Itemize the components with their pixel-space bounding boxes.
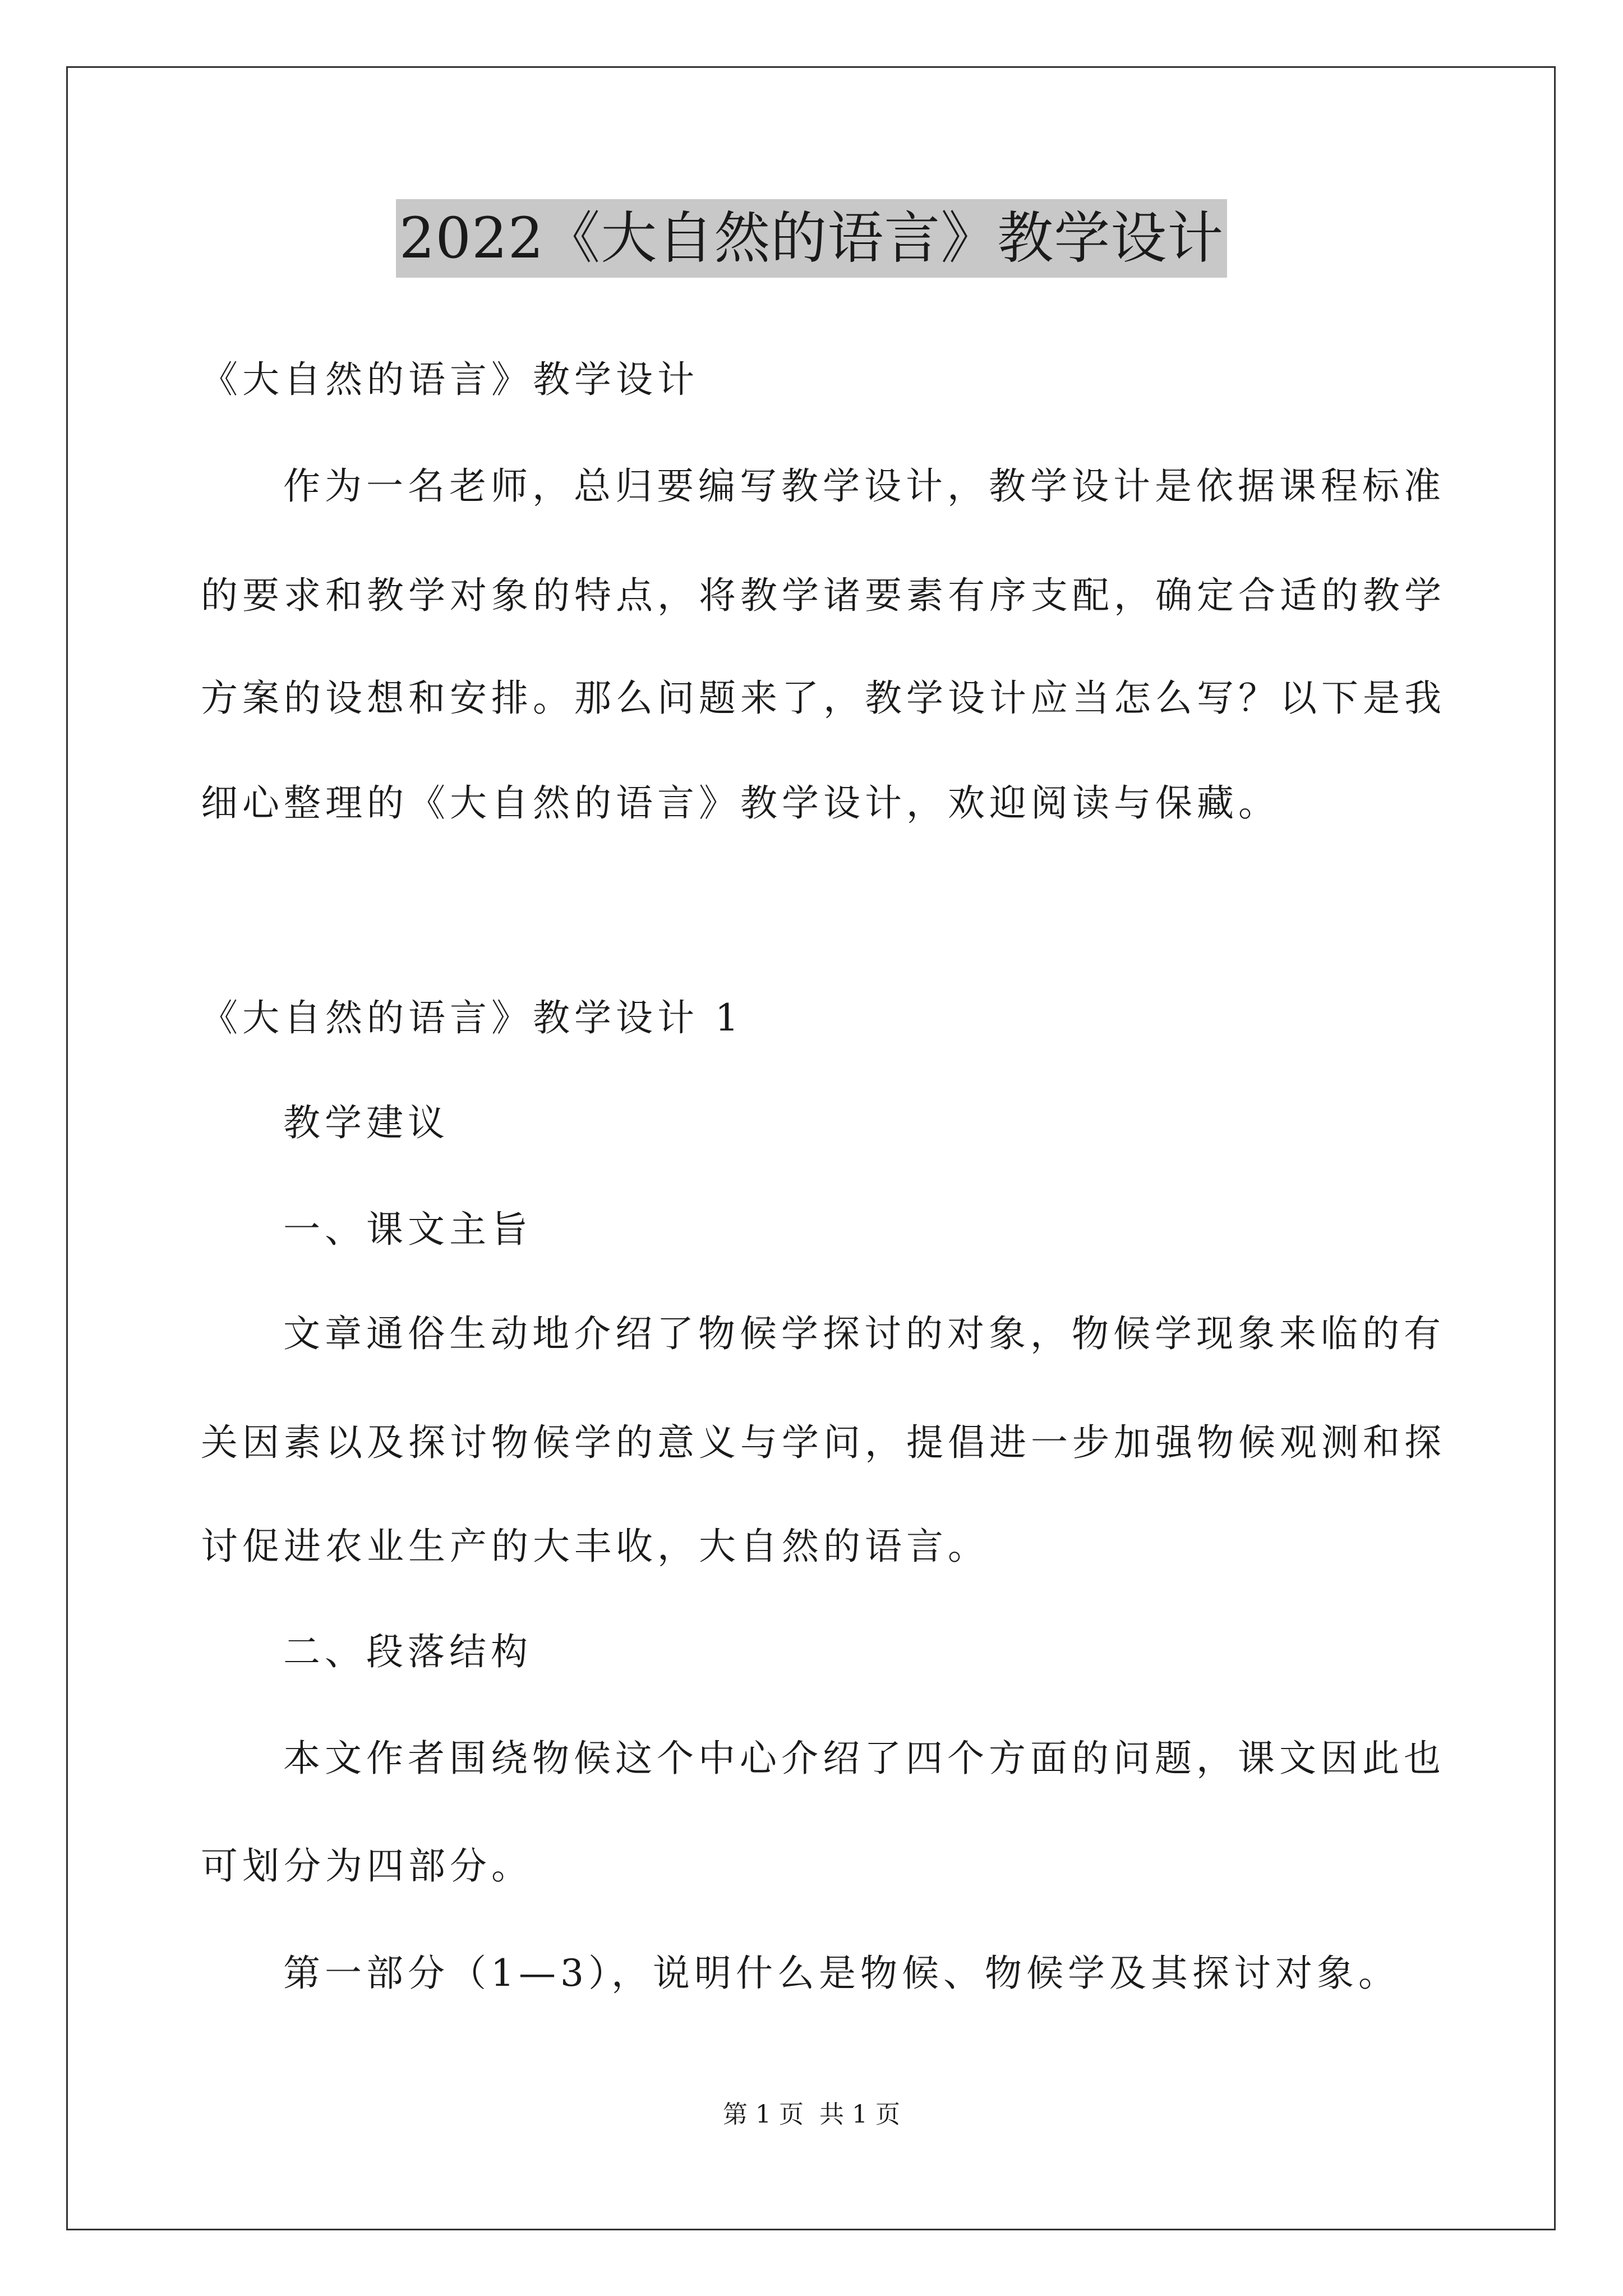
theme-line-1: 文章通俗生动地介绍了物候学探讨的对象，物候学现象来临的有 xyxy=(283,1312,1445,1355)
intro-line-1: 作为一名老师，总归要编写教学设计，教学设计是依据课程标准 xyxy=(283,464,1445,508)
theme-line-2: 关因素以及探讨物候学的意义与学问，提倡进一步加强物候观测和探 xyxy=(201,1421,1446,1464)
page-number: 第 1 页 xyxy=(723,2100,804,2129)
intro-line-4: 细心整理的《大自然的语言》教学设计，欢迎阅读与保藏。 xyxy=(201,781,1280,825)
page-footer xyxy=(0,2098,1623,2132)
subheading-theme: 一、课文主旨 xyxy=(283,1208,532,1251)
section-heading: 《大自然的语言》教学设计 1 xyxy=(201,996,743,1039)
part-one-line: 第一部分（1—3），说明什么是物候、物候学及其探讨对象。 xyxy=(283,1952,1400,1995)
intro-line-2: 的要求和教学对象的特点，将教学诸要素有序支配，确定合适的教学 xyxy=(201,574,1446,617)
structure-line-1: 本文作者围绕物候这个中心介绍了四个方面的问题，课文因此也 xyxy=(283,1737,1445,1780)
theme-line-3: 讨促进农业生产的大丰收，大自然的语言。 xyxy=(201,1525,989,1568)
intro-line-3: 方案的设想和安排。那么问题来了，教学设计应当怎么写？以下是我 xyxy=(201,677,1446,720)
structure-line-2: 可划分为四部分。 xyxy=(201,1844,533,1888)
subheading-structure: 二、段落结构 xyxy=(283,1630,532,1673)
title-container xyxy=(0,199,1623,278)
subtitle: 《大自然的语言》教学设计 xyxy=(201,358,699,401)
document-title: 2022《大自然的语言》教学设计 xyxy=(396,199,1228,278)
page-total: 共 1 页 xyxy=(819,2100,900,2129)
subheading-teaching-advice: 教学建议 xyxy=(283,1101,449,1144)
